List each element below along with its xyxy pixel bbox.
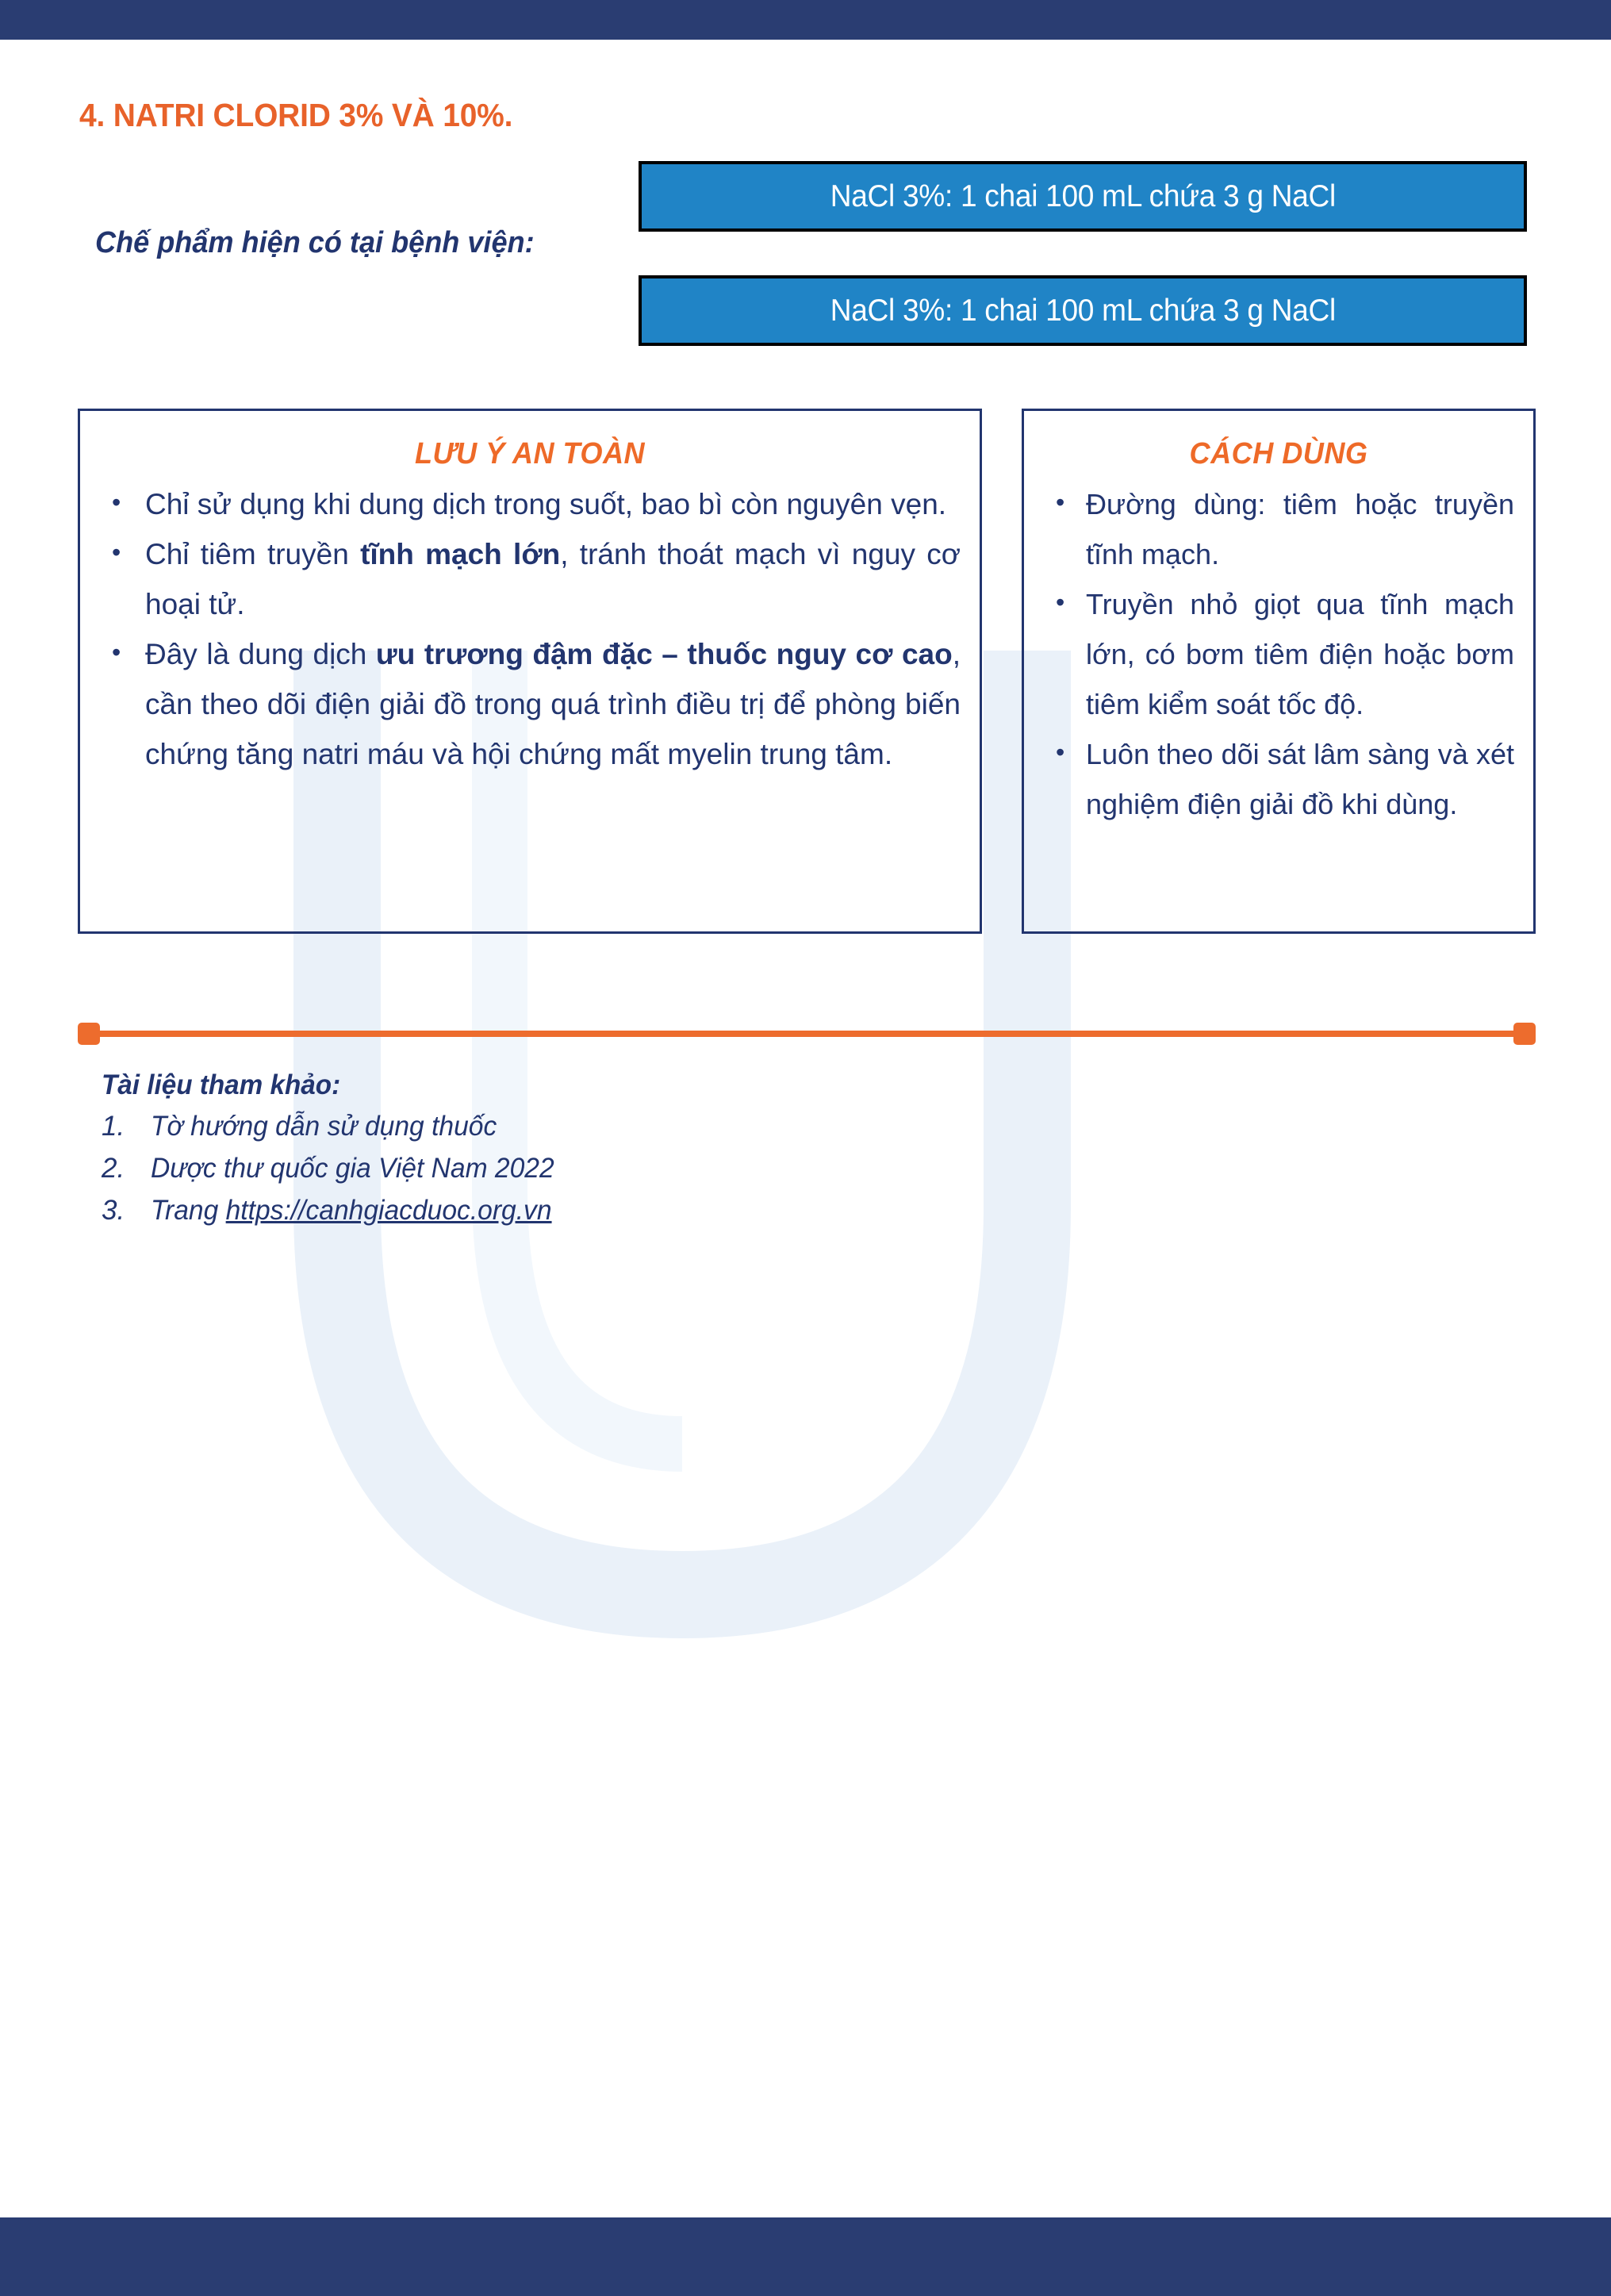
products-label: Chế phẩm hiện có tại bệnh viện: — [95, 226, 535, 259]
safety-bullet-list — [80, 479, 980, 779]
bullet-text: Truyền nhỏ giọt qua tĩnh mạch lớn, có bơm tiêm điện hoặc bơm tiêm kiểm soát tốc độ. — [1086, 588, 1514, 720]
footer-bar — [0, 2217, 1611, 2296]
usage-panel-heading: CÁCH DÙNG — [1189, 437, 1368, 470]
reference-text: Trang https://canhgiacduoc.org.vn — [151, 1195, 552, 1226]
product-box-1 — [639, 161, 1527, 232]
bullet-item — [1048, 479, 1514, 579]
references-title: Tài liệu tham khảo: — [102, 1069, 341, 1100]
bullet-item — [104, 629, 961, 779]
bullet-text: Đường dùng: tiêm hoặc truyền tĩnh mạch. — [1086, 488, 1514, 570]
usage-bullet-list — [1024, 479, 1533, 829]
bullet-item — [1048, 729, 1514, 829]
reference-item — [102, 1147, 571, 1189]
safety-panel-heading: LƯU Ý AN TOÀN — [414, 437, 646, 470]
product-box-1-text: NaCl 3%: 1 chai 100 mL chứa 3 g NaCl — [830, 179, 1336, 213]
bullet-text: Chỉ tiêm truyền — [145, 538, 361, 570]
divider-line — [78, 1031, 1536, 1037]
bullet-item — [104, 529, 961, 629]
references-section — [102, 1069, 571, 1231]
safety-panel — [78, 409, 982, 934]
bullet-text: , tránh thoát mạch vì nguy cơ hoại tử. — [145, 538, 961, 620]
usage-panel — [1022, 409, 1536, 934]
top-accent-bar — [0, 0, 1611, 40]
reference-number: 3. — [102, 1195, 125, 1226]
references-list — [102, 1105, 571, 1231]
divider-cap-right — [1513, 1023, 1536, 1045]
bullet-item — [1048, 579, 1514, 729]
bullet-text: , cần theo dõi điện giải đồ trong quá trình điều trị để phòng biến chứng tăng natri máu và hội chứng mất myelin trung tâm. — [145, 638, 961, 770]
product-box-2-text: NaCl 3%: 1 chai 100 mL chứa 3 g NaCl — [830, 293, 1336, 328]
reference-item — [102, 1189, 571, 1231]
page-title: 4. NATRI CLORID 3% VÀ 10%. — [79, 97, 513, 133]
reference-number: 2. — [102, 1153, 125, 1184]
bullet-text: Luôn theo dõi sát lâm sàng và xét nghiệm điện giải đồ khi dùng. — [1086, 738, 1514, 820]
reference-number: 1. — [102, 1111, 125, 1142]
bullet-emphasis: ưu trương đậm đặc – thuốc nguy cơ cao — [375, 638, 953, 670]
bullet-item — [104, 479, 961, 529]
reference-item — [102, 1105, 571, 1147]
orange-divider — [78, 1023, 1536, 1045]
reference-link[interactable]: https://canhgiacduoc.org.vn — [225, 1195, 552, 1226]
bullet-text: Đây là dung dịch — [145, 638, 376, 670]
product-box-2 — [639, 275, 1527, 346]
bullet-text: Chỉ sử dụng khi dung dịch trong suốt, bao bì còn nguyên vẹn. — [145, 488, 947, 520]
reference-text: Tờ hướng dẫn sử dụng thuốc — [151, 1111, 497, 1142]
reference-text: Dược thư quốc gia Việt Nam 2022 — [151, 1153, 554, 1184]
bullet-emphasis: tĩnh mạch lớn — [360, 538, 561, 570]
